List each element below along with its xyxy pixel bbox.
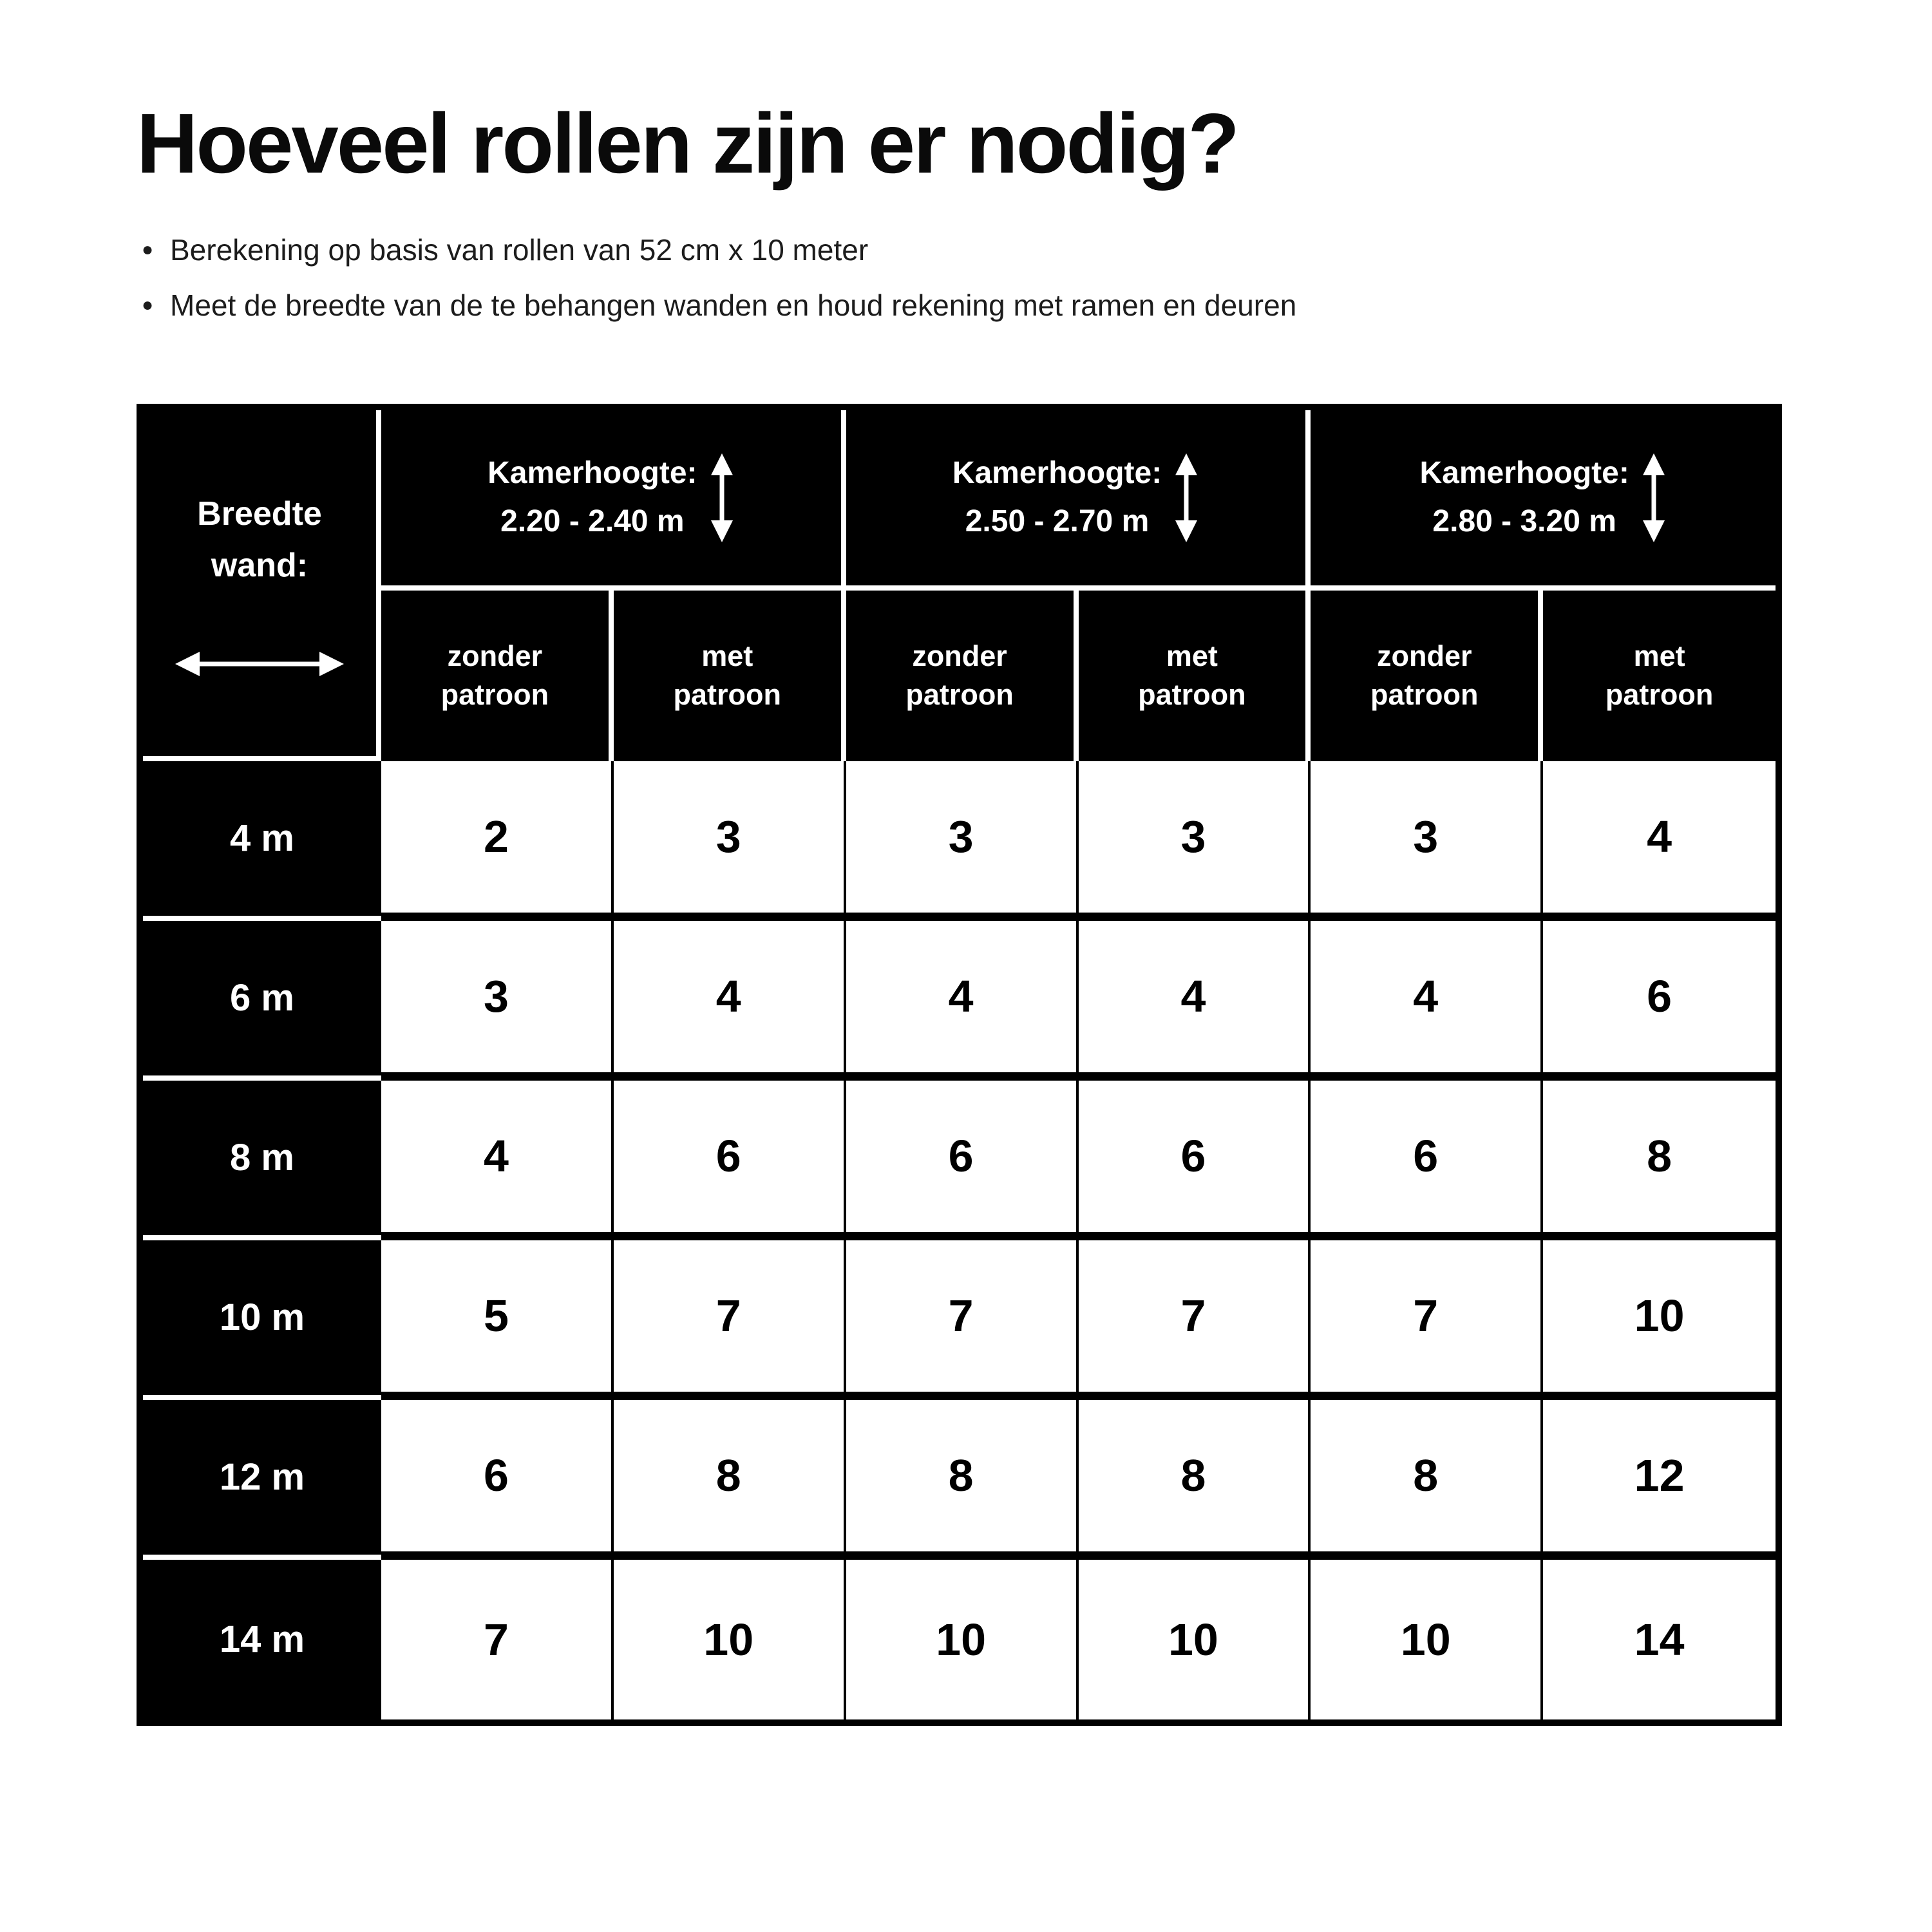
row-label-12m: 12 m xyxy=(143,1400,381,1560)
value-cell: 8 xyxy=(1311,1400,1543,1560)
subcolumn-header-met-patroon xyxy=(614,591,846,761)
value-cell: 4 xyxy=(614,921,846,1081)
group-title: Kamerhoogte: xyxy=(1419,456,1629,491)
vertical-double-arrow-icon xyxy=(709,453,735,542)
value-cell: 8 xyxy=(614,1400,846,1560)
value-cell: 7 xyxy=(614,1240,846,1400)
subcolumn-header-zonder-patroon xyxy=(381,591,614,761)
subcolumn-label-line2: patroon xyxy=(1370,678,1479,712)
value-cell: 6 xyxy=(846,1081,1079,1240)
row-label-14m: 14 m xyxy=(143,1560,381,1719)
group-range: 2.20 - 2.40 m xyxy=(500,504,685,538)
value-cell: 2 xyxy=(381,761,614,921)
value-cell: 7 xyxy=(381,1560,614,1719)
value-cell: 4 xyxy=(1079,921,1311,1081)
value-cell: 6 xyxy=(1311,1081,1543,1240)
value-cell: 8 xyxy=(1079,1400,1311,1560)
bullet-dot-icon: ● xyxy=(142,294,154,316)
rolls-needed-table xyxy=(137,404,1782,1726)
subcolumn-label-line2: patroon xyxy=(440,678,549,712)
corner-label-line2: wand: xyxy=(211,547,308,585)
subcolumn-label-line1: zonder xyxy=(447,639,543,672)
value-cell: 7 xyxy=(1311,1240,1543,1400)
row-label-6m: 6 m xyxy=(143,921,381,1081)
value-cell: 5 xyxy=(381,1240,614,1400)
subcolumn-label-line1: met xyxy=(1633,639,1685,672)
subcolumn-label-line1: zonder xyxy=(912,639,1007,672)
page-title: Hoeveel rollen zijn er nodig? xyxy=(137,96,1238,191)
subcolumn-header-met-patroon xyxy=(1543,591,1776,761)
bullet-text: Berekening op basis van rollen van 52 cm x 10 meter xyxy=(170,233,869,267)
value-cell: 10 xyxy=(1311,1560,1543,1719)
corner-label-line1: Breedte xyxy=(197,495,322,533)
value-cell: 4 xyxy=(1543,761,1776,921)
bullet-text: Meet de breedte van de te behangen wanden en houd rekening met ramen en deuren xyxy=(170,289,1297,323)
value-cell: 14 xyxy=(1543,1560,1776,1719)
value-cell: 3 xyxy=(1311,761,1543,921)
row-label-8m: 8 m xyxy=(143,1081,381,1240)
value-cell: 3 xyxy=(1079,761,1311,921)
value-cell: 3 xyxy=(381,921,614,1081)
group-title: Kamerhoogte: xyxy=(488,456,697,491)
subcolumn-label-line1: met xyxy=(701,639,753,672)
horizontal-double-arrow-icon xyxy=(175,650,344,678)
subcolumn-label-line2: patroon xyxy=(1138,678,1246,712)
value-cell: 7 xyxy=(846,1240,1079,1400)
subcolumn-header-zonder-patroon xyxy=(846,591,1079,761)
group-range: 2.50 - 2.70 m xyxy=(965,504,1150,538)
value-cell: 4 xyxy=(1311,921,1543,1081)
subcolumn-header-zonder-patroon xyxy=(1311,591,1543,761)
vertical-double-arrow-icon xyxy=(1173,453,1199,542)
value-cell: 4 xyxy=(381,1081,614,1240)
subcolumn-label-line2: patroon xyxy=(905,678,1014,712)
subcolumn-label-line1: met xyxy=(1166,639,1218,672)
value-cell: 3 xyxy=(614,761,846,921)
row-label-4m: 4 m xyxy=(143,761,381,921)
corner-header-breedte-wand xyxy=(143,410,381,761)
column-group-header-2 xyxy=(846,410,1311,591)
bullet-item xyxy=(142,279,1932,334)
value-cell: 6 xyxy=(1079,1081,1311,1240)
value-cell: 7 xyxy=(1079,1240,1311,1400)
value-cell: 8 xyxy=(846,1400,1079,1560)
value-cell: 10 xyxy=(1079,1560,1311,1719)
value-cell: 8 xyxy=(1543,1081,1776,1240)
value-cell: 10 xyxy=(1543,1240,1776,1400)
subcolumn-header-met-patroon xyxy=(1079,591,1311,761)
group-range: 2.80 - 3.20 m xyxy=(1432,504,1616,538)
value-cell: 4 xyxy=(846,921,1079,1081)
column-group-header-3 xyxy=(1311,410,1776,591)
group-title: Kamerhoogte: xyxy=(952,456,1162,491)
subcolumn-label-line1: zonder xyxy=(1376,639,1472,672)
bullet-dot-icon: ● xyxy=(142,239,154,261)
value-cell: 6 xyxy=(614,1081,846,1240)
column-group-header-1 xyxy=(381,410,846,591)
row-label-10m: 10 m xyxy=(143,1240,381,1400)
bullet-item xyxy=(142,223,1932,279)
subcolumn-label-line2: patroon xyxy=(673,678,781,712)
vertical-double-arrow-icon xyxy=(1641,453,1667,542)
value-cell: 10 xyxy=(614,1560,846,1719)
value-cell: 6 xyxy=(381,1400,614,1560)
value-cell: 10 xyxy=(846,1560,1079,1719)
subcolumn-label-line2: patroon xyxy=(1605,678,1714,712)
value-cell: 6 xyxy=(1543,921,1776,1081)
value-cell: 3 xyxy=(846,761,1079,921)
value-cell: 12 xyxy=(1543,1400,1776,1560)
bullet-list xyxy=(137,223,1932,334)
